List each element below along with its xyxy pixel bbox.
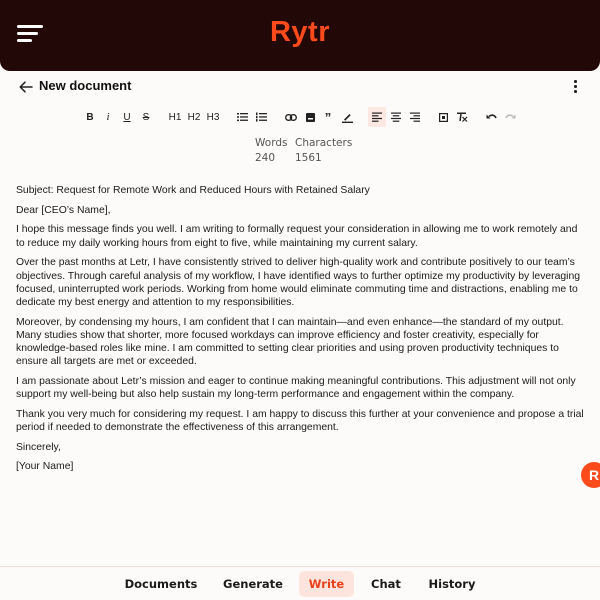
highlight-button[interactable]	[341, 107, 354, 127]
image-button[interactable]	[304, 107, 316, 127]
embed-button[interactable]	[437, 107, 450, 127]
subject-line: Subject: Request for Remote Work and Reduced Hours with Retained Salary	[16, 185, 370, 196]
arrow-left-icon[interactable]	[18, 79, 34, 95]
pen-icon	[342, 112, 353, 123]
quote-icon: ”	[324, 109, 332, 125]
nav-generate[interactable]: Generate	[223, 577, 283, 591]
signature: [Your Name]	[16, 461, 74, 473]
image-icon	[306, 113, 315, 122]
clear-format-icon	[457, 112, 468, 122]
bullet-list-button[interactable]	[236, 107, 248, 127]
redo-button[interactable]	[504, 107, 517, 127]
nav-documents[interactable]: Documents	[124, 577, 198, 591]
more-vertical-icon[interactable]	[572, 80, 578, 94]
align-left-button[interactable]	[368, 107, 386, 127]
align-right-button[interactable]	[408, 107, 421, 127]
paragraph: Moreover, by condensing my hours, I am confident that I can maintain—and even enhance—the standard of my output. Many studies show that shorter, more focused workdays can improve efficiency and foster creativity, especially for knowledge-based roles like mine. I am committed to setting clear priorities and using proven productivity techniques to ensure all targets are met or exceeded.	[16, 316, 564, 368]
align-center-button[interactable]	[389, 107, 402, 127]
words-label: Words	[255, 137, 288, 149]
link-button[interactable]	[284, 107, 297, 127]
words-stat	[255, 137, 287, 165]
characters-value: 1561	[295, 152, 322, 164]
closing: Sincerely,	[16, 441, 61, 453]
underline-button[interactable]: U	[123, 111, 131, 123]
italic-button[interactable]: i	[106, 111, 110, 123]
heading1-button[interactable]: H1	[168, 111, 182, 123]
undo-button[interactable]	[485, 107, 498, 127]
paragraph: Over the past months at Letr, I have consistently strived to deliver high-quality work and contribute positively to our team’s objectives. Through careful analysis of my workflow, I have identified ways to further optimize my productivity by leveraging focused, uninterrupted work periods. Working from home would eliminate commuting time and distractions, enabling me to dedicate my best energy and attention to my responsibilities.	[16, 257, 581, 308]
strikethrough-button[interactable]: S	[142, 111, 150, 123]
redo-icon	[505, 113, 516, 121]
quote-button[interactable]	[322, 107, 334, 127]
rytr-logo[interactable]: Rytr	[269, 16, 330, 48]
characters-stat	[295, 137, 352, 165]
bottom-navigation	[0, 566, 600, 600]
bold-button[interactable]: B	[86, 111, 94, 123]
formatting-toolbar	[0, 107, 600, 127]
rytr-assistant-button[interactable]	[581, 462, 600, 488]
undo-icon	[486, 113, 497, 121]
salutation: Dear [CEO’s Name],	[16, 204, 111, 216]
nav-history[interactable]: History	[428, 577, 476, 591]
numbered-list-icon	[256, 112, 267, 122]
rytr-r-icon: R	[588, 467, 600, 483]
paragraph: I hope this message finds you well. I am writing to formally request your consideration in allowing me to work remotely and to reduce my daily working hours from eight to five, while maintaining my current salary.	[16, 224, 578, 249]
align-left-icon	[372, 112, 382, 122]
numbered-list-button[interactable]	[255, 107, 267, 127]
align-center-icon	[391, 112, 401, 122]
characters-label: Characters	[295, 137, 353, 149]
words-value: 240	[255, 152, 276, 164]
align-right-icon	[410, 112, 420, 122]
app-header	[0, 0, 600, 71]
document-bar	[0, 72, 600, 102]
bullet-list-icon	[237, 112, 248, 122]
clear-format-button[interactable]	[456, 107, 469, 127]
nav-chat[interactable]: Chat	[371, 577, 401, 591]
embed-icon	[439, 113, 448, 122]
nav-write[interactable]: Write	[299, 571, 354, 597]
link-icon	[285, 114, 297, 121]
paragraph: I am passionate about Letr’s mission and eager to continue making meaningful contributions. This adjustment will not only support my well-being but also help sustain my long-term performance and engagement within the company.	[16, 375, 576, 401]
heading2-button[interactable]: H2	[187, 111, 201, 123]
document-title[interactable]: New document	[39, 78, 132, 93]
editor-content[interactable]	[16, 184, 586, 480]
paragraph: Thank you very much for considering my request. I am happy to discuss this further at your convenience and propose a trial period if needed to demonstrate the effectiveness of this arrangement.	[16, 408, 584, 434]
heading3-button[interactable]: H3	[206, 111, 220, 123]
